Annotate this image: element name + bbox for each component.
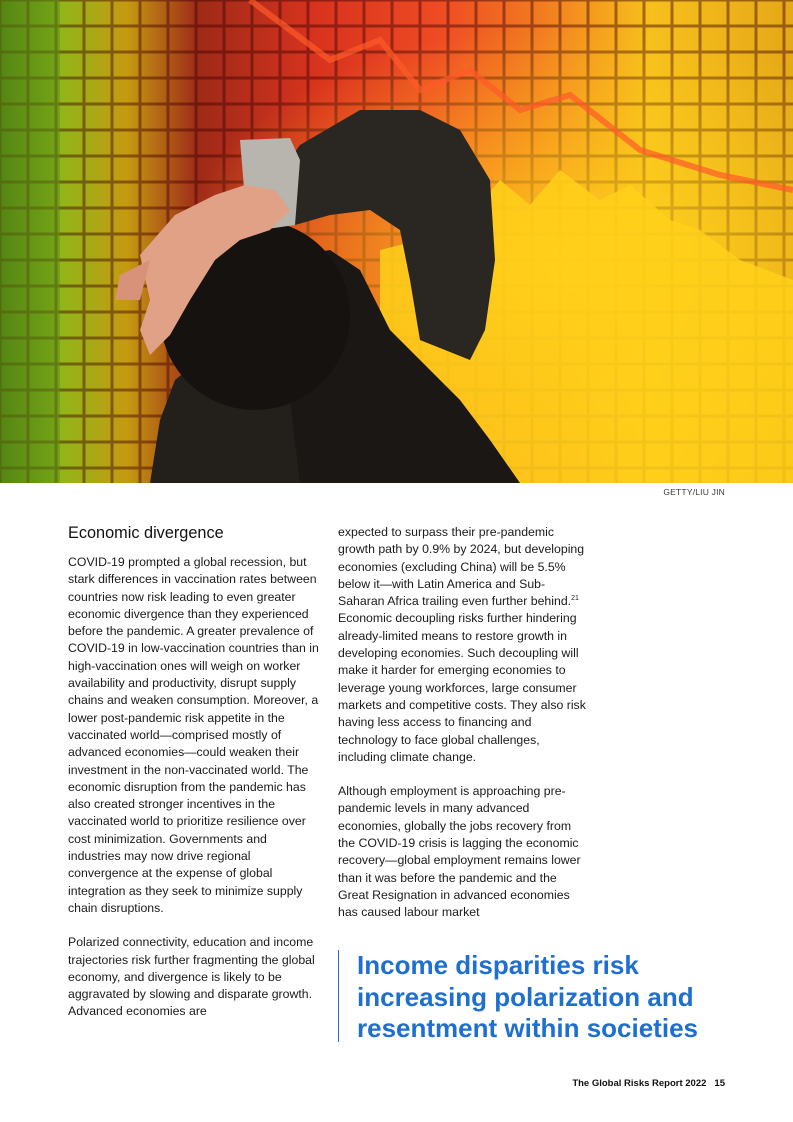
hero-photo bbox=[0, 0, 793, 483]
pull-quote-line: resentment within societies bbox=[357, 1013, 698, 1043]
pull-quote-line: Income disparities risk bbox=[357, 950, 639, 980]
pull-quote bbox=[338, 950, 737, 1042]
section-heading: Economic divergence bbox=[68, 524, 224, 542]
right-column bbox=[338, 524, 590, 939]
body-paragraph: Polarized connectivity, education and income trajectories risk further fragmenting the global economy, and divergence is likely to be aggravated by slowing and disparate growth. Advanced economies are bbox=[68, 935, 315, 1019]
paragraph-text: expected to surpass their pre-pandemic growth path by 0.9% by 2024, but developing economies (excluding China) will be 5.5% below it—with Latin America and Sub-Saharan Africa trailing even further behind. bbox=[338, 525, 585, 609]
photo-credit: GETTY/LIU JIN bbox=[663, 487, 725, 497]
body-paragraph: Although employment is approaching pre-pandemic levels in many advanced economies, globally the jobs recovery from the COVID-19 crisis is lagging the economic recovery—global employment remains lower than it was before the pandemic and the Great Resignation in advanced economies has caused labour market bbox=[338, 784, 581, 920]
footnote-reference[interactable]: 21 bbox=[571, 595, 579, 603]
body-paragraph: COVID-19 prompted a global recession, but stark differences in vaccination rates between countries now risk leading to even greater economic divergence than they experienced before the pandemic. A greater prevalence of COVID-19 in low-vaccination countries than in high-vaccination ones will weigh on worker availability and productivity, disrupt supply chains and weaken consumption. Moreover, a lower post-pandemic risk appetite in the vaccinated world—comprised mostly of advanced economies—could weaken their investment in the non-vaccinated world. The economic disruption from the pandemic has also created stronger incentives in the vaccinated world to prioritize resilience over cost minimization. Governments and industries may now drive regional convergence at the expense of global integration as they seek to minimize supply chain disruptions. bbox=[68, 555, 319, 915]
page-footer bbox=[572, 1078, 725, 1089]
page-number: 15 bbox=[714, 1078, 725, 1089]
paragraph-text: Economic decoupling risks further hindering already-limited means to restore growth in developing economies. Such decoupling will make it harder for emerging economies to leverage young workforces, large consumer markets and competitive costs. They also risk having less access to financing and technology to face global challenges, including climate change. bbox=[338, 611, 586, 764]
man-looking-at-stock-board-photo bbox=[0, 0, 793, 483]
body-paragraph bbox=[338, 524, 590, 766]
report-title: The Global Risks Report 2022 bbox=[572, 1078, 707, 1089]
left-column bbox=[68, 522, 320, 1038]
pull-quote-line: increasing polarization and bbox=[357, 981, 694, 1012]
